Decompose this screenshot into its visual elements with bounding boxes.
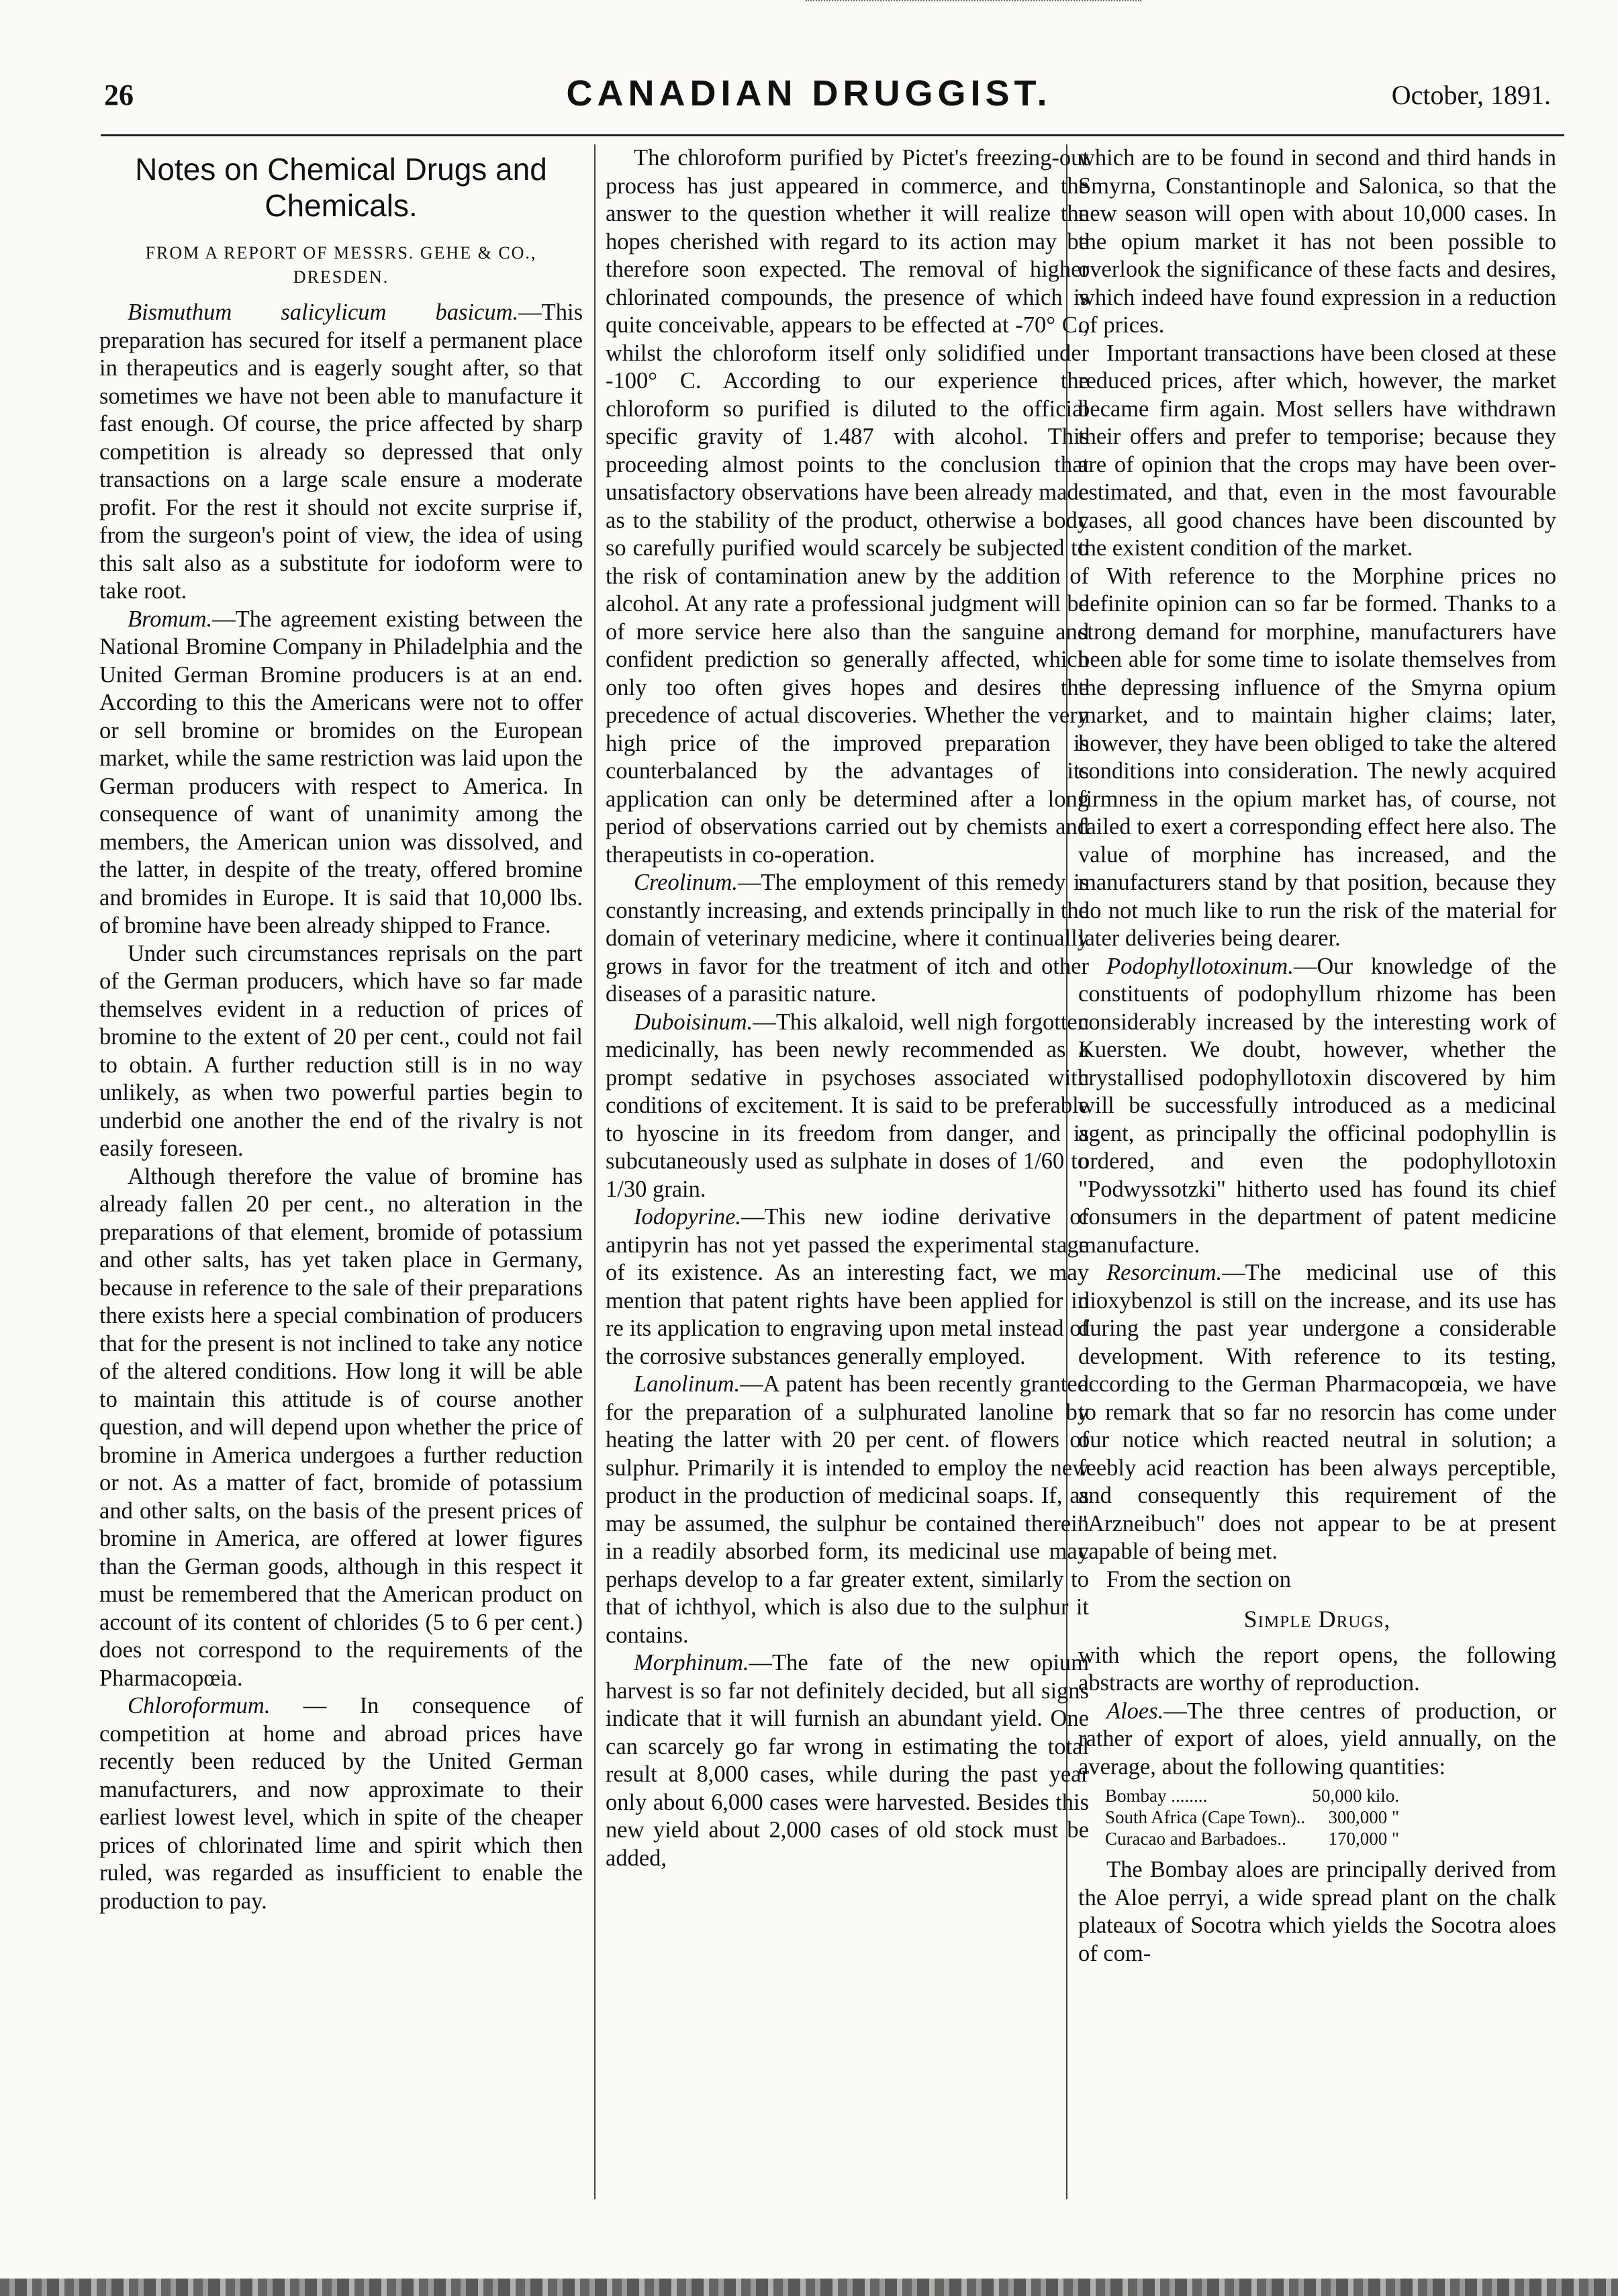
paragraph — [606, 1371, 1089, 1649]
paragraph: which are to be found in second and third hands in Smyrna, Constantinople and Salonica, so that the new season will open with about 10,000 cases. In the opium market it has not been possible to overlook the significance of these facts and desires, which indeed have found expression in a reduction of prices. — [1078, 145, 1556, 338]
column-divider — [594, 144, 596, 2199]
article-byline: FROM A REPORT OF MESSRS. GEHE & CO., DRESDEN. — [145, 243, 537, 287]
paragraph-text: —The employment of this remedy is constantly increasing, and extends principally in the domain of veterinary medicine, where it continually grows in favor for the treatment of itch and other diseases of a parasitic nature. — [606, 870, 1089, 1007]
page-number: 26 — [104, 79, 134, 111]
paragraph-text: —This preparation has secured for itself a permanent place in therapeutics and is eagerly sought after, so that sometimes we have not been able to manufacture it fast enough. Of course, the price affected by sharp competition is already so depressed that only transactions on a large scale ensure a moderate profit. For the rest it should not excite surprise if, from the surgeon's point of view, the idea of using this salt also as a substitute for iodoform were to take root. — [99, 300, 583, 604]
journal-title: CANADIAN DRUGGIST. — [566, 73, 1052, 113]
paragraph-text: —A patent has been recently granted for the preparation of a sulphurated lanoline by heating the latter with 20 per cent. of flowers of sulphur. Primarily it is intended to employ the new product in the production of medicinal soaps. If, as may be assumed, the sulphur be contained therein in a readily absorbed form, its medicinal use may perhaps develop to a far greater extent, similarly to that of ichthyol, which is also due to the sulphur it contains. — [606, 1371, 1089, 1648]
paragraph — [606, 869, 1089, 1009]
drug-term: Lanolinum. — [634, 1371, 741, 1397]
drug-term: Bismuthum salicylicum basicum. — [128, 300, 519, 325]
table-cell-place: Bombay ........ — [1105, 1786, 1208, 1806]
drug-term: Aloes. — [1106, 1698, 1164, 1724]
page-header — [0, 73, 1618, 126]
paragraph-text: —The three centres of production, or rather of export of aloes, yield annually, on the average, about the following quantities: — [1078, 1698, 1556, 1780]
table-cell-amount: 50,000 kilo. — [1312, 1786, 1400, 1806]
paragraph: with which the report opens, the following abstracts are worthy of reproduction. — [1078, 1642, 1556, 1696]
column-2 — [606, 144, 1089, 1872]
paragraph — [99, 1692, 583, 1915]
scan-artifact-bottom — [0, 2279, 1618, 2296]
table-row — [1105, 1806, 1406, 1828]
issue-date: October, 1891. — [1391, 80, 1551, 110]
paragraph: The Bombay aloes are principally derived from the Aloe perryi, a wide spread plant on the chalk plateaux of Socotra which yields the Socotra aloes of com- — [1078, 1857, 1556, 1966]
drug-term: Iodopyrine. — [634, 1204, 742, 1230]
drug-term: Bromum. — [128, 606, 213, 632]
paragraph — [1078, 1259, 1556, 1566]
paragraph-text: —Our knowledge of the constituents of podophyllum rhizome has been considerably increased by the interesting work of Kuersten. We doubt, however, whether the crystallised podophyllotoxin discovered by him will be successfully introduced as a medicinal agent, as principally the officinal podophyllin is ordered, and even the podophyllotoxin "Podwyssotzki" hitherto used has found its chief consumers in the department of patent medicine manufacture. — [1078, 953, 1556, 1258]
table-cell-amount: 170,000 " — [1328, 1829, 1400, 1849]
table-row — [1105, 1785, 1406, 1806]
paragraph: From the section on — [1106, 1566, 1292, 1592]
column-1 — [99, 144, 583, 1915]
paragraph — [99, 299, 583, 606]
table-row — [1105, 1828, 1406, 1849]
paragraph — [606, 1203, 1089, 1371]
drug-term: Creolinum. — [634, 870, 738, 895]
paragraph — [606, 1649, 1089, 1872]
paragraph-text: —The medicinal use of this dioxybenzol is still on the increase, and its use has during the past year undergone a considerable development. With reference to its testing, according to the German Pharmacopœia, we have to remark that so far no resorcin has come under our notice which reacted neutral in solution; a feebly acid reaction has been always perceptible, and consequently this requirement of the "Arzneibuch" does not appear to be at present capable of being met. — [1078, 1260, 1556, 1564]
paragraph: The chloroform purified by Pictet's freezing-out process has just appeared in commerce, and the answer to the question whether it will realize the hopes cherished with regard to its action may be therefore soon expected. The removal of higher chlorinated compounds, the presence of which is quite conceivable, appears to be effected at -70° C., whilst the chloroform itself only solidified under -100° C. According to our experience the chloroform so purified is diluted to the official specific gravity of 1.487 with alcohol. This proceeding almost points to the conclusion that unsatisfactory observations have been already made as to the stability of the product, otherwise a body so carefully purified would scarcely be subjected to the risk of contamination anew by the addition of alcohol. At any rate a professional judgment will be of more service here also than the sanguine and confident prediction so generally affected, which only too often gives hopes and desires the precedence of actual discoveries. Whether the very high price of the improved preparation is counterbalanced by the advantages of its application can only be determined after a long period of observations carried out by chemists and therapeutists in co-operation. — [606, 145, 1089, 868]
paragraph: Important transactions have been closed at these reduced prices, after which, however, the market became firm again. Most sellers have withdrawn their offers and prefer to temporise; because they are of opinion that the crops may have been over-estimated, and that, even in the most favourable cases, all good chances have been discounted by the existent condition of the market. — [1078, 340, 1556, 561]
drug-term: Duboisinum. — [634, 1009, 753, 1035]
paragraph — [606, 1009, 1089, 1204]
article-title: Notes on Chemical Drugs and Chemicals. — [135, 152, 547, 223]
drug-term: Resorcinum. — [1106, 1260, 1223, 1285]
paragraph-text: —The agreement existing between the National Bromine Company in Philadelphia and the United German Bromine producers is at an end. According to this the Americans were not to offer or sell bromine or bromides on the European market, while the same restriction was laid upon the German producers with respect to America. In consequence of want of unanimity among the members, the American union was dissolved, and the latter, in despite of the treaty, offered bromine and bromides in Europe. It is said that 10,000 lbs. of bromine have been already shipped to France. — [99, 606, 583, 938]
drug-term: Podophyllotoxinum. — [1106, 953, 1294, 979]
column-3 — [1078, 144, 1556, 1968]
header-rule — [101, 134, 1564, 136]
paragraph: Although therefore the value of bromine has already fallen 20 per cent., no alteration in the preparations of that element, bromide of potassium and other salts, has yet taken place in Germany, because in reference to the sale of their preparations there exists here a special combination of producers that for the present is not inclined to take any notice of the altered conditions. How long it will be able to maintain this attitude is of course another question, and will depend upon whether the price of bromine in America undergoes a further reduction or not. As a matter of fact, bromide of potassium and other salts, on the basis of the present prices of bromine in America, are offered at lower figures than the German goods, although in this respect it must be remembered that the American product on account of its content of chlorides (5 to 6 per cent.) does not correspond to the requirements of the Pharmacopœia. — [99, 1163, 583, 1691]
table-cell-amount: 300,000 " — [1328, 1807, 1400, 1827]
paragraph: Under such circumstances reprisals on the part of the German producers, which have so far made themselves evident in a reduction of prices of bromine to the extent of 20 per cent., could not fail to obtain. A further reduction still is in no way unlikely, as when two powerful parties begin to underbid one another the end of the rivalry is not easily foreseen. — [99, 940, 583, 1161]
paragraph-text: —This new iodine derivative of antipyrin has not yet passed the experimental stage of its existence. As an interesting fact, we may mention that patent rights have been applied for in re its application to engraving upon metal instead of the corrosive substances generally employed. — [606, 1204, 1089, 1369]
paragraph — [99, 606, 583, 940]
drug-term: Morphinum. — [634, 1650, 749, 1675]
scan-artifact-top — [806, 0, 1141, 7]
paragraph-text: —This alkaloid, well nigh forgotten medicinally, has been newly recommended as a prompt sedative in psychoses associated with conditions of excitement. It is said to be preferable to hyoscine in its freedom from danger, and is subcutaneously used as sulphate in doses of 1/60 to 1/30 grain. — [606, 1009, 1089, 1202]
aloes-quantities-table — [1105, 1785, 1406, 1849]
paragraph — [1078, 953, 1556, 1260]
drug-term: Chloroformum. — [128, 1693, 271, 1718]
paragraph — [1078, 1698, 1556, 1782]
paragraph-text: —The fate of the new opium harvest is so far not definitely decided, but all signs indicate that it will furnish an abundant yield. One can scarcely go far wrong in estimating the total result at 8,000 cases, while during the past year only about 6,000 cases were harvested. Besides this new yield about 2,000 cases of old stock must be added, — [606, 1650, 1089, 1871]
table-cell-place: South Africa (Cape Town).. — [1105, 1807, 1306, 1827]
paragraph: With reference to the Morphine prices no definite opinion can so far be formed. Thanks to a strong demand for morphine, manufacturers have been able for some time to isolate themselves from the depressing influence of the Smyrna opium market, and to maintain higher claims; later, however, they have been obliged to take the altered conditions into consideration. The newly acquired firmness in the opium market has, of course, not failed to exert a corresponding effect here also. The value of morphine has increased, and the manufacturers stand by that position, because they do not much like to run the risk of the material for later deliveries being dearer. — [1078, 563, 1556, 951]
section-heading: Simple Drugs, — [1243, 1606, 1391, 1633]
table-cell-place: Curacao and Barbadoes.. — [1105, 1829, 1286, 1849]
paragraph-text: — In consequence of competition at home and abroad prices have recently been reduced by the United German manufacturers, and now approximate to their earliest lowest level, which in spite of the cheaper prices of chlorinated lime and spirit which then ruled, was regarded as insufficient to enable the production to pay. — [99, 1693, 583, 1914]
